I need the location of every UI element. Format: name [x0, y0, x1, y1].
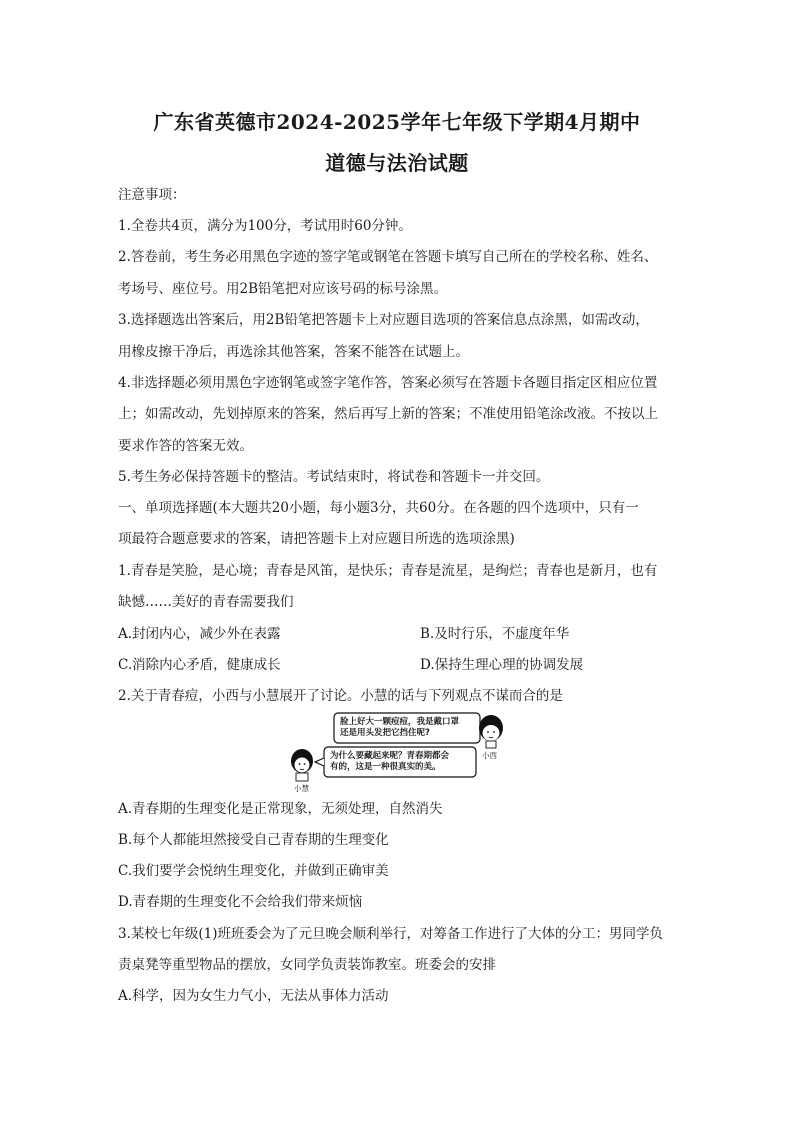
- notice-item: 1.全卷共4页，满分为100分，考试用时60分钟。: [118, 218, 412, 234]
- option-c: C.我们要学会悦纳生理变化，并做到正确审美: [118, 863, 389, 879]
- question-1-stem: 1.青春是笑脸，是心境；青春是风笛，是快乐；青春是流星，是绚烂；青春也是新月，也有: [118, 563, 658, 579]
- notice-heading: 注意事项：: [118, 187, 186, 203]
- notice-item: 5.考生务必保持答题卡的整洁。考试结束时，将试卷和答题卡一并交回。: [118, 469, 550, 485]
- notice-item: 3.选择题选出答案后，用2B铅笔把答题卡上对应题目选项的答案信息点涂黑，如需改动，: [118, 312, 649, 328]
- option-b: B.每个人都能坦然接受自己青春期的生理变化: [118, 832, 389, 848]
- notice-item: 4.非选择题必须用黑色字迹钢笔或签字笔作答，答案必须写在答题卡各题目指定区相应位置: [118, 375, 658, 391]
- bubble-top-text: 脸上好大一颗痘痘，我是戴口罩: [340, 717, 460, 727]
- comic-illustration: [290, 712, 512, 796]
- xiaohui-avatar: [291, 749, 313, 781]
- bubble-bottom-text: 为什么要藏起来呢？青春期都会: [330, 751, 450, 761]
- option-d: D.青春期的生理变化不会给我们带来烦恼: [118, 894, 363, 910]
- option-a: A.青春期的生理变化是正常现象，无须处理，自然消失: [118, 801, 443, 817]
- option-a: A.封闭内心，减少外在表露: [118, 626, 281, 642]
- xiaoxi-avatar: [479, 715, 503, 748]
- xiaohui-label: 小慧: [294, 784, 309, 793]
- notice-item: 要求作答的答案无效。: [118, 438, 253, 454]
- page-title: 广东省英德市2024-2025学年七年级下学期4月期中: [153, 110, 641, 134]
- bubble-top-text: 还是用头发把它挡住呢?: [340, 728, 430, 738]
- notice-item: 考场号、座位号。用2B铅笔把对应该号码的标号涂黑。: [118, 281, 448, 297]
- page-subtitle: 道德与法治试题: [325, 151, 469, 175]
- option-d: D.保持生理心理的协调发展: [420, 657, 584, 673]
- question-3-stem: 责桌凳等重型物品的摆放，女同学负责装饰教室。班委会的安排: [118, 957, 496, 973]
- xiaoxi-label: 小西: [482, 751, 497, 760]
- section-heading: 一、单项选择题(本大题共20小题，每小题3分，共60分。在各题的四个选项中，只有一: [118, 500, 639, 516]
- option-c: C.消除内心矛盾，健康成长: [118, 657, 281, 673]
- question-3-stem: 3.某校七年级(1)班班委会为了元旦晚会顺利举行，对筹备工作进行了大体的分工：男同学负: [118, 926, 664, 942]
- notice-item: 用橡皮擦干净后，再选涂其他答案，答案不能答在试题上。: [118, 344, 469, 360]
- section-heading: 项最符合题意要求的答案，请把答题卡上对应题目所选的选项涂黑): [118, 531, 515, 547]
- notice-item: 2.答卷前，考生务必用黑色字迹的签字笔或钢笔在答题卡填写自己所在的学校名称、姓名、: [118, 249, 658, 265]
- option-a: A.科学，因为女生力气小，无法从事体力活动: [118, 988, 389, 1004]
- option-b: B.及时行乐，不虚度年华: [420, 626, 570, 642]
- question-1-stem: 缺憾……美好的青春需要我们: [118, 594, 294, 610]
- bubble-bottom-text: 有的，这是一种很真实的美。: [330, 762, 441, 772]
- notice-item: 上；如需改动，先划掉原来的答案，然后再写上新的答案；不准使用铅笔涂改液。不按以上: [118, 406, 658, 422]
- question-2-stem: 2.关于青春痘，小西与小慧展开了讨论。小慧的话与下列观点不谋而合的是: [118, 688, 563, 704]
